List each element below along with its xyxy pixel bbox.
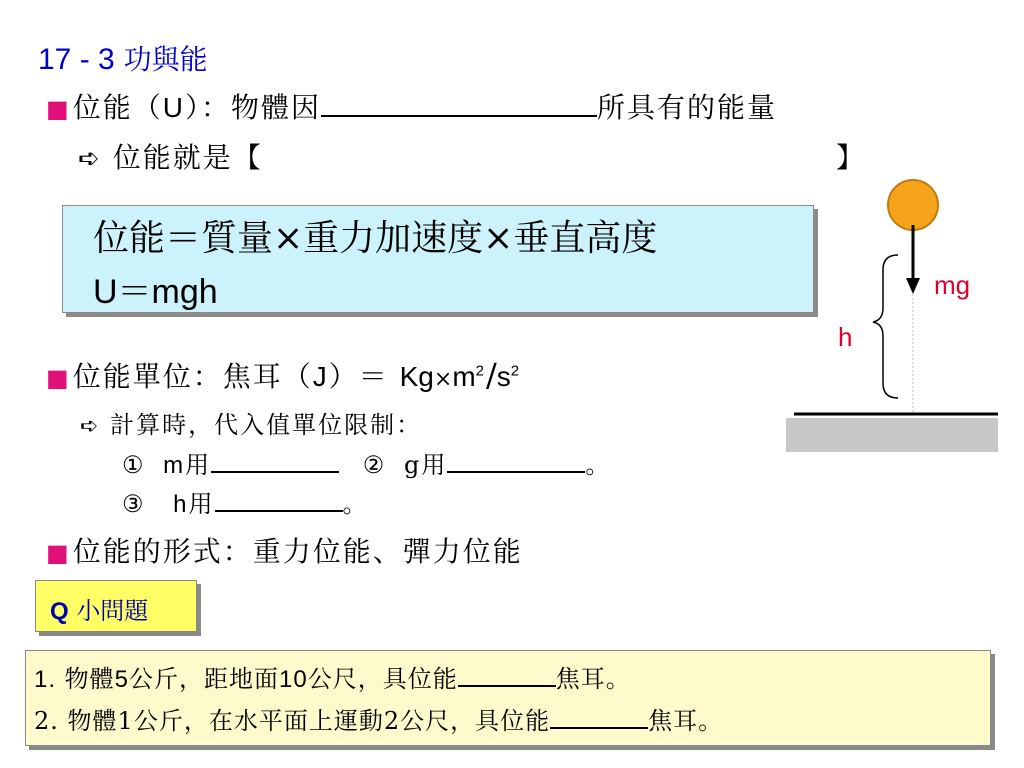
bullet-square: ■ (46, 539, 71, 567)
unit-symbol: J (312, 361, 329, 392)
question-label-text: 小問題 (76, 597, 149, 625)
item2-period: 。 (585, 451, 612, 479)
unit-times: × (433, 367, 453, 392)
arrow-icon: ➪ (78, 144, 102, 174)
problem-number: 1. (34, 666, 57, 693)
height-brace (873, 255, 898, 398)
bracket-close: 】 (836, 141, 867, 174)
item2-use: 用 (421, 451, 448, 479)
problem-text: 公尺，具位能 (307, 665, 458, 693)
forms-line (46, 530, 523, 570)
problem-text: 公斤，距地面 (129, 665, 280, 693)
definition-label-end: ）：物體因 (184, 91, 321, 124)
unit-s-exponent: 2 (510, 362, 522, 380)
item3-blank (215, 510, 343, 512)
formula-symbols: U＝mgh (93, 273, 218, 311)
answer-blank (458, 685, 556, 687)
ground (786, 418, 998, 452)
calc-line (80, 405, 422, 440)
height-label: h (838, 322, 853, 352)
calc-text: 計算時，代入值單位限制： (100, 411, 423, 439)
unit-items-row2 (122, 484, 369, 519)
problems-box (25, 650, 991, 746)
unit-m-exponent: 2 (475, 362, 486, 380)
problem-2 (34, 701, 723, 736)
slide-title (38, 38, 208, 78)
problem-text: 焦耳。 (555, 665, 631, 693)
item3-mark: ③ (122, 490, 146, 518)
arrow-icon: ➪ (80, 414, 101, 439)
section-topic: 功與能 (123, 43, 208, 76)
question-label-box (35, 580, 197, 632)
item2-var: g (403, 451, 422, 479)
problem-1 (34, 659, 631, 694)
unit-label: 位能單位：焦耳（ (72, 360, 313, 393)
force-label: mg (934, 270, 971, 300)
forms-text: 位能的形式：重力位能、彈力位能 (72, 535, 523, 568)
definition-tail: 所具有的能量 (596, 91, 777, 124)
problem-text: 公斤，在水平面上運動 (133, 707, 384, 735)
formula-box (62, 205, 814, 313)
section-number: 17 - 3 (38, 43, 115, 76)
item1-use: 用 (185, 451, 212, 479)
gravity-diagram (770, 170, 1010, 460)
answer-blank (550, 727, 648, 729)
item3-var: h (173, 491, 189, 518)
question-label (50, 591, 148, 626)
problem-number: 2. (34, 707, 59, 735)
bullet-square: ■ (46, 364, 71, 392)
problem-value: 5 (114, 666, 130, 693)
problem-text: 焦耳。 (648, 707, 724, 735)
item2-mark: ② (362, 451, 387, 479)
formula-words: 位能＝質量×重力加速度×垂直高度 (93, 218, 658, 259)
unit-label-end: ）＝ (328, 360, 389, 393)
answer-blank (321, 115, 597, 117)
item2-blank (447, 471, 585, 473)
item3-use: 用 (188, 490, 215, 518)
bullet-square: ■ (46, 95, 71, 123)
item1-mark: ① (122, 451, 146, 479)
problem-text: 公尺，具位能 (400, 707, 551, 735)
item3-period: 。 (342, 490, 369, 518)
unit-s: s (496, 361, 511, 392)
item1-blank (211, 471, 339, 473)
unit-m: m (452, 361, 476, 392)
unit-line (46, 355, 521, 395)
unit-kg: Kg (399, 361, 434, 392)
arrow-line-text: 位能就是【 (101, 141, 263, 174)
item1-var: m (163, 452, 186, 479)
problem-text: 物體 (64, 665, 115, 693)
definition-label: 位能（ (72, 91, 163, 124)
problem-value: 10 (279, 666, 308, 693)
definition-symbol: U (162, 92, 185, 123)
unit-items-row1 (122, 445, 611, 480)
problem-text: 物體 (67, 707, 118, 735)
problem-value: 2 (383, 707, 401, 735)
definition-line (46, 86, 777, 126)
arrow-line (78, 136, 263, 176)
ball (888, 180, 938, 230)
force-arrow-head (906, 278, 920, 294)
unit-slash: / (485, 356, 497, 394)
problem-value: 1 (117, 707, 134, 735)
question-q: Q (50, 598, 69, 625)
